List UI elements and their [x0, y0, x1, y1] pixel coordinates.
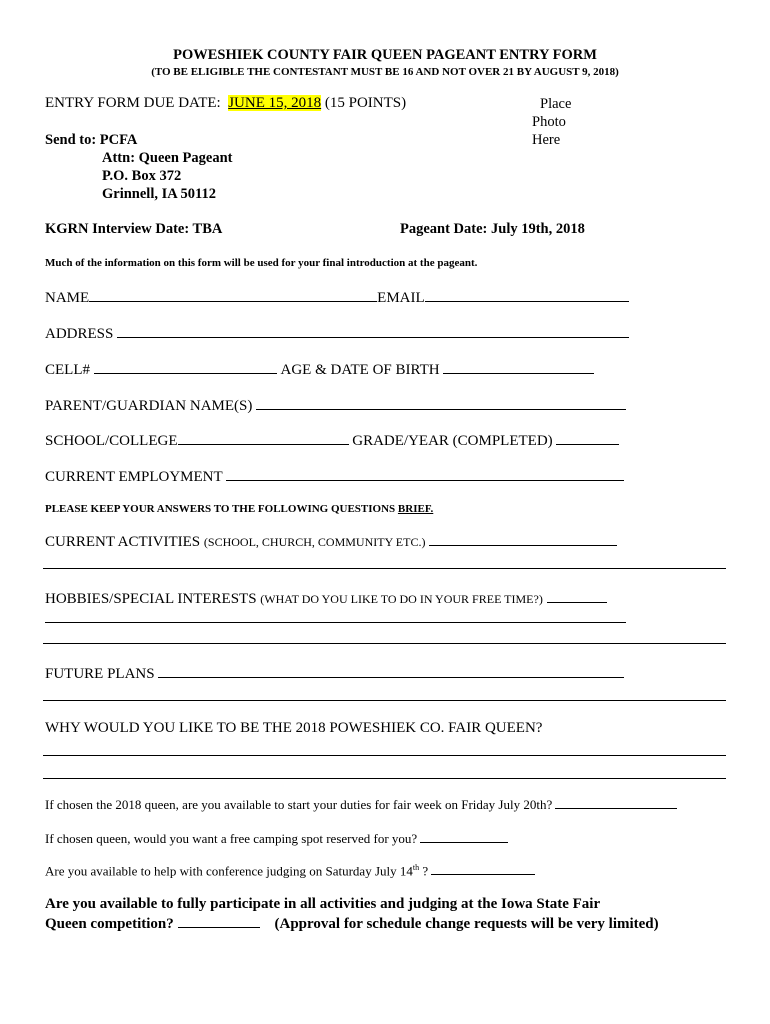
eligibility-note: (TO BE ELIGIBLE THE CONTESTANT MUST BE 16 AND NOT OVER 21 BY AUGUST 9, 2018)	[151, 66, 619, 78]
hobbies-hint: (WHAT DO YOU LIKE TO DO IN YOUR FREE TIME?)	[260, 592, 543, 606]
employment-field[interactable]	[226, 467, 624, 481]
photo-line-2: Photo	[532, 114, 566, 130]
why-answer-line-1[interactable]	[43, 755, 726, 756]
age-dob-label: AGE & DATE OF BIRTH	[280, 362, 440, 378]
cell-row	[45, 360, 594, 379]
interview-date: KGRN Interview Date: TBA	[45, 221, 223, 237]
cell-field[interactable]	[94, 360, 277, 374]
why-answer-line-2[interactable]	[43, 778, 726, 779]
future-field[interactable]	[158, 664, 624, 678]
hobbies-answer-line-1[interactable]	[45, 622, 626, 623]
availability-q3-row: Are you available to help with conference judging on Saturday July 14th ?	[45, 863, 535, 879]
availability-q3: Are you available to help with conference judging on Saturday July 14	[45, 863, 413, 879]
email-label: EMAIL	[377, 290, 425, 306]
school-field[interactable]	[178, 431, 349, 445]
availability-q3-field[interactable]	[431, 863, 535, 875]
due-date-line	[45, 95, 406, 112]
photo-line-3: Here	[532, 132, 561, 148]
hobbies-answer-line-2[interactable]	[43, 643, 726, 644]
address-label: ADDRESS	[45, 326, 114, 342]
age-dob-field[interactable]	[443, 360, 594, 374]
availability-q1: If chosen the 2018 queen, are you available to start your duties for fair week on Friday July 20th?	[45, 797, 553, 812]
schedule-change-note: (Approval for schedule change requests will be very limited)	[274, 916, 659, 932]
final-question-field[interactable]	[178, 914, 260, 928]
due-points: (15 POINTS)	[324, 95, 407, 111]
parent-label: PARENT/GUARDIAN NAME(S)	[45, 398, 253, 414]
info-note: Much of the information on this form will be used for your final introduction at the pageant.	[45, 257, 478, 269]
employment-row	[45, 467, 624, 486]
send-to-box: P.O. Box 372	[102, 168, 182, 184]
hobbies-field[interactable]	[547, 589, 607, 603]
send-to-label: Send to: PCFA	[45, 132, 138, 148]
activities-label: CURRENT ACTIVITIES	[45, 534, 204, 550]
cell-label: CELL#	[45, 362, 90, 378]
employment-label: CURRENT EMPLOYMENT	[45, 469, 223, 485]
final-question-line-2	[45, 914, 659, 933]
why-question: WHY WOULD YOU LIKE TO BE THE 2018 POWESHIEK CO. FAIR QUEEN?	[45, 720, 543, 736]
grade-field[interactable]	[556, 431, 619, 445]
activities-hint: (SCHOOL, CHURCH, COMMUNITY ETC.)	[203, 535, 426, 549]
address-field[interactable]	[117, 324, 629, 338]
future-label: FUTURE PLANS	[45, 666, 155, 682]
school-label: SCHOOL/COLLEGE	[45, 433, 178, 449]
photo-line-1: Place	[540, 96, 572, 112]
name-label: NAME	[45, 290, 90, 306]
parent-row	[45, 396, 626, 415]
brief-note: PLEASE KEEP YOUR ANSWERS TO THE FOLLOWING QUESTIONS BRIEF.	[45, 503, 434, 515]
future-answer-line[interactable]	[43, 700, 726, 701]
grade-label: GRADE/YEAR (COMPLETED)	[352, 433, 553, 449]
email-field[interactable]	[425, 288, 629, 302]
availability-q2: If chosen queen, would you want a free camping spot reserved for you?	[45, 831, 418, 846]
name-field[interactable]	[89, 288, 377, 302]
activities-row	[45, 532, 617, 551]
future-row	[45, 664, 624, 683]
availability-q1-row	[45, 797, 677, 813]
send-to-attn: Attn: Queen Pageant	[102, 150, 233, 166]
form-title: POWESHIEK COUNTY FAIR QUEEN PAGEANT ENTRY FORM	[173, 47, 597, 63]
final-question-line-1: Are you available to fully participate in all activities and judging at the Iowa State Fair	[45, 896, 601, 912]
send-to-city: Grinnell, IA 50112	[102, 186, 217, 202]
availability-q2-row	[45, 831, 508, 847]
hobbies-label: HOBBIES/SPECIAL INTERESTS	[45, 591, 261, 607]
availability-q2-field[interactable]	[420, 831, 508, 843]
final-question-label: Queen competition?	[45, 916, 174, 932]
name-row	[45, 288, 629, 307]
pageant-date: Pageant Date: July 19th, 2018	[400, 221, 585, 237]
school-row	[45, 431, 619, 450]
availability-q1-field[interactable]	[555, 797, 677, 809]
activities-field[interactable]	[429, 532, 617, 546]
parent-field[interactable]	[256, 396, 626, 410]
due-date-label: ENTRY FORM DUE DATE:	[45, 95, 221, 111]
due-date-value: JUNE 15, 2018	[228, 95, 322, 111]
activities-answer-line[interactable]	[43, 568, 726, 569]
address-row	[45, 324, 629, 343]
hobbies-row	[45, 589, 607, 608]
